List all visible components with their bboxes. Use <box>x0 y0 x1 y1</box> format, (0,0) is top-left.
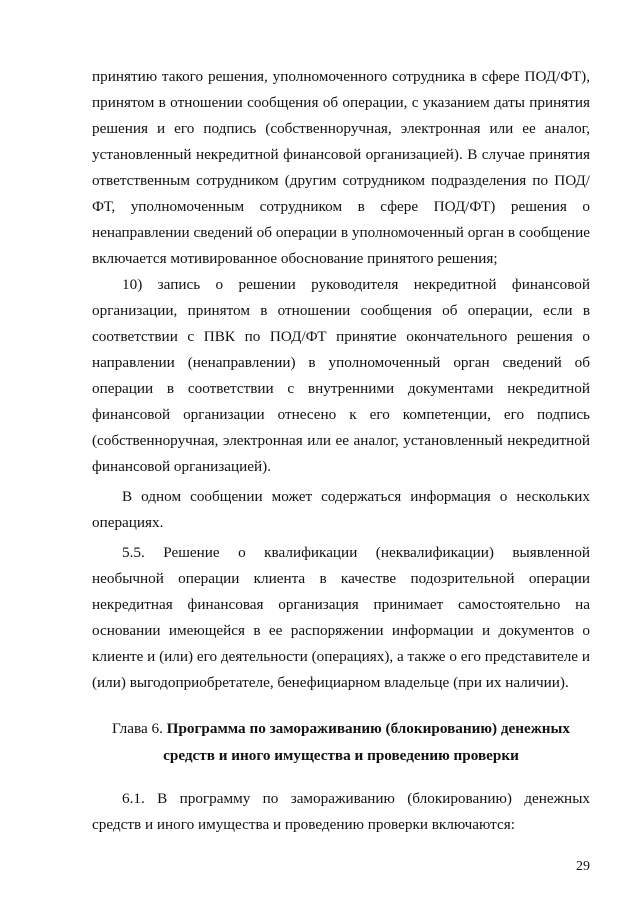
paragraph-text: В одном сообщении может содержаться информация о нескольких операциях. <box>92 488 590 531</box>
paragraph-item-10 <box>92 272 590 480</box>
paragraph-section-6-1 <box>92 786 590 838</box>
chapter-title: Программа по замораживанию (блокированию) денежных средств и иного имущества и проведению проверки <box>163 720 570 764</box>
page-number: 29 <box>576 859 590 874</box>
paragraph-multiple-operations <box>92 484 590 536</box>
paragraph-text: 10) запись о решении руководителя некредитной финансовой организации, принятом в отношении сообщения об операции, если в соответствии с ПВК по ПОД/ФТ принятие окончательного решения о направлении (ненаправлении) в уполномоченный орган сведений об операции в соответствии с внутренними документами некредитной финансовой организации отнесено к его компетенции, его подпись (собственноручная, электронная или ее аналог, установленный некредитной финансовой организацией). <box>92 276 590 475</box>
paragraph-continuation <box>92 64 590 272</box>
paragraph-section-5-5 <box>92 540 590 696</box>
chapter-heading <box>92 715 590 769</box>
paragraph-text: 5.5. Решение о квалификации (неквалификации) выявленной необычной операции клиента в качестве подозрительной операции некредитная финансовая организация принимает самостоятельно на основании имеющейся в ее распоряжении информации и документов о клиенте и (или) его деятельности (операциях), а также о его представителе и (или) выгодоприобретателе, бенефициарном владельце (при их наличии). <box>92 544 590 691</box>
paragraph-text: 6.1. В программу по замораживанию (блокированию) денежных средств и иного имущества и проведению проверки включаются: <box>92 790 590 833</box>
chapter-number: Глава 6. <box>112 720 163 737</box>
paragraph-text: принятию такого решения, уполномоченного сотрудника в сфере ПОД/ФТ), принятом в отношении сообщения об операции, с указанием даты принятия решения и его подпись (собственноручная, электронная или ее аналог, установленный некредитной финансовой организацией). В случае принятия ответственным сотрудником (другим сотрудником подразделения по ПОД/ФТ, уполномоченным сотрудником в сфере ПОД/ФТ) решения о ненаправлении сведений об операции в уполномоченный орган в сообщение включается мотивированное обоснование принятого решения; <box>92 68 590 267</box>
